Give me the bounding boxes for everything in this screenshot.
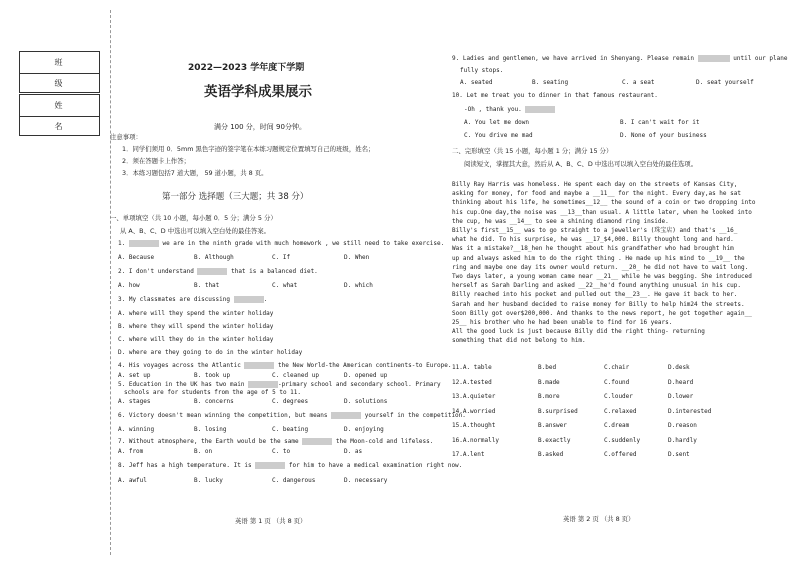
question-2: 2. I don't understand that is a balanced diet. — [118, 268, 318, 275]
option[interactable]: B.bed — [538, 364, 557, 371]
name-box — [19, 94, 100, 136]
passage-line: All the good luck is just because Billy did the right thing- returning — [452, 328, 705, 336]
sec2-title: 二、完形填空（共 15 小题，每小题 1 分；满分 15 分） — [452, 147, 613, 155]
option[interactable]: B.more — [538, 393, 560, 400]
option[interactable]: 15.A.thought — [452, 422, 496, 429]
option[interactable]: C. to — [272, 448, 291, 455]
page-title: 英语学科成果展示 — [204, 84, 312, 100]
option[interactable]: D.heard — [668, 378, 694, 386]
option[interactable]: B. where they will spend the winter holiday — [118, 323, 274, 330]
option[interactable]: C. cleaned up — [272, 372, 319, 379]
answer-blank[interactable] — [302, 438, 332, 445]
passage-line: Billy's first__15__ was to go straight to a jeweller's (珠宝店) and that's __16_ — [452, 227, 738, 235]
passage-line: Was it a mistake?__18_hen he thought about his grandfather who had brought him — [452, 245, 734, 253]
passage-line: up and always asked him to do the right thing . He made up his mind to __19__ the — [452, 254, 745, 262]
notice-title: 注意事项： — [110, 133, 142, 141]
passage-line: Billy Ray Harris was homeless. He spent each day on the streets of Kansas City, — [452, 181, 738, 188]
question-4: 4. His voyages across the Atlantic the New World-the American continents-to Europe. — [118, 362, 452, 369]
question-5-line2: schools are for students from the age of 5 to 11. — [124, 389, 302, 396]
answer-blank[interactable] — [248, 381, 278, 388]
option[interactable]: C. degrees — [272, 398, 309, 405]
q5-options — [118, 398, 418, 406]
option[interactable]: C. what — [272, 282, 298, 289]
option[interactable]: A. stages — [118, 398, 151, 405]
option[interactable]: A. from — [118, 448, 144, 455]
passage-line: thinking about his life, he sometimes__12__ the sound of a coin or two dropping into — [452, 199, 756, 207]
part1-title: 第一部分 选择题（三大题；共 38 分） — [162, 192, 309, 202]
footer-left: 英语 第 1 页 （共 8 页） — [235, 517, 307, 525]
option[interactable]: 14.A.worried — [452, 407, 496, 415]
option[interactable]: C.chair — [604, 364, 630, 371]
option[interactable]: B. concerns — [194, 398, 234, 405]
option[interactable]: C.found — [604, 378, 630, 386]
option[interactable]: D.sent — [668, 451, 690, 458]
passage-line: Billy reached into his pocket and pulled out the__23__. He gave it back to her. — [452, 291, 738, 299]
answer-blank[interactable] — [525, 106, 555, 113]
option[interactable]: D. where are they going to do in the winter holiday — [118, 349, 303, 356]
class-box — [19, 51, 100, 93]
question-5: 5. Education in the UK has two main -primary school and secondary school. Primary — [118, 381, 441, 388]
q8-options — [118, 477, 418, 485]
passage-line: the cup, he was __14__ to see a shining diamond ring inside. — [452, 217, 669, 225]
answer-blank[interactable] — [129, 240, 159, 247]
option[interactable]: A. where will they spend the winter holiday — [118, 310, 274, 317]
passage-line: Sarah and her husband decided to raise money for Billy to help him24 the streets. — [452, 300, 745, 308]
option[interactable]: C.offered — [604, 451, 637, 458]
option[interactable]: 11.A. table — [452, 364, 492, 371]
passage-line: his cup.One day,the noise was __13__than usual. A little later, when he looked into — [452, 208, 752, 216]
passage-line: Two days later, a young woman came near __21__ while he was begging. She introduced — [452, 273, 752, 281]
question-10: 10. Let me treat you to dinner in that famous restaurant. — [452, 92, 658, 99]
option[interactable]: B. lucky — [194, 477, 223, 484]
notice-item: 2．须在答题卡上作答； — [122, 157, 190, 165]
option[interactable]: B. losing — [194, 426, 227, 433]
option[interactable]: 17.A.lent — [452, 451, 485, 458]
passage-line: what he did. To his surprise, he was __17_$4,000. Billy thought long and hard. — [452, 236, 734, 244]
option[interactable]: B.asked — [538, 451, 564, 458]
option[interactable]: 12.A.tested — [452, 378, 492, 386]
question-3: 3. My classmates are discussing . — [118, 296, 268, 303]
option[interactable]: A. how — [118, 282, 140, 289]
option[interactable]: C. beating — [272, 426, 309, 433]
sec2-instr: 阅读短文，掌握其大意，然后从 A、B、C、D 中选出可以填入空白处的最佳选项。 — [464, 160, 698, 168]
option[interactable]: D.hardly — [668, 436, 697, 444]
option[interactable]: B.surprised — [538, 407, 578, 415]
option[interactable]: C. a seat — [622, 79, 655, 86]
cloze-option-row — [452, 437, 782, 452]
option[interactable]: C.dream — [604, 422, 630, 429]
cloze-option-row — [452, 422, 782, 437]
question-9-line2: fully stops. — [460, 67, 504, 74]
passage-line: herself as Sarah Darling and asked __22__he'd found anything unusual in his cup. — [452, 282, 741, 290]
question-7: 7. Without atmosphere, the Earth would be the same the Moon-cold and lifeless. — [118, 438, 434, 445]
option[interactable]: D. None of your business — [620, 132, 707, 139]
question-9: 9. Ladies and gentlemen, we have arrived in Shenyang. Please remain until our plane — [452, 55, 788, 62]
answer-blank[interactable] — [234, 296, 264, 303]
option[interactable]: B. seating — [532, 79, 569, 86]
q4-options — [118, 372, 418, 380]
answer-blank[interactable] — [331, 412, 361, 419]
option[interactable]: C. where will they do in the winter holiday — [118, 336, 274, 343]
question-8: 8. Jeff has a high temperature. It is for him to have a medical examination right now. — [118, 462, 463, 469]
cloze-option-row — [452, 408, 782, 423]
passage-line: ring and maybe one day its owner would return. __20_ he did not have to wait long. — [452, 263, 749, 271]
question-6: 6. Victory doesn't mean winning the competition, but means yourself in the competition. — [118, 412, 466, 419]
option[interactable]: D. as — [344, 448, 363, 455]
option[interactable]: B.made — [538, 378, 560, 386]
sec1-title: 一、单项填空（共 10 小题，每小题 0．5 分；满分 5 分） — [110, 214, 277, 222]
cloze-option-row — [452, 379, 782, 394]
class-label: 班 级 — [20, 52, 99, 74]
option[interactable]: B.exactly — [538, 436, 571, 444]
binding-line — [110, 10, 111, 555]
passage-line: 25__ his brother who he had been unable to find for 16 years. — [452, 319, 673, 327]
option[interactable]: C. You drive me mad — [464, 132, 533, 139]
option[interactable]: B. I can't wait for it — [620, 119, 700, 126]
option[interactable]: B.answer — [538, 422, 567, 429]
option[interactable]: C.suddenly — [604, 436, 641, 444]
option[interactable]: D. opened up — [344, 372, 388, 379]
question-10-line2: -Oh , thank you. — [464, 106, 555, 114]
option[interactable]: C.louder — [604, 393, 633, 400]
q7-options — [118, 448, 418, 456]
q1-options — [118, 254, 418, 262]
answer-blank[interactable] — [244, 362, 274, 369]
option[interactable]: D.lower — [668, 393, 694, 400]
answer-blank[interactable] — [698, 55, 730, 62]
option[interactable]: 13.A.quieter — [452, 393, 496, 400]
option[interactable]: A. seated — [460, 79, 493, 86]
cloze-option-row — [452, 451, 782, 466]
cloze-option-row — [452, 393, 782, 408]
option[interactable]: D.desk — [668, 364, 690, 371]
name-label: 姓 名 — [20, 95, 99, 117]
option[interactable]: D.interested — [668, 407, 712, 415]
option[interactable]: B. took up — [194, 372, 231, 379]
option[interactable]: C. dangerous — [272, 477, 316, 484]
passage-line: something that did not belong to him. — [452, 337, 586, 345]
notice-item: 1．同学们须用 0．5mm 黑色字迹的签字笔在本练习题规定位置填写自己的班级，姓名； — [122, 145, 375, 153]
option[interactable]: B. on — [194, 448, 213, 455]
sec1-instr: 从 A、B、C、D 中选出可以填入空白处的最佳答案。 — [120, 227, 271, 235]
answer-blank[interactable] — [255, 462, 285, 469]
option[interactable]: A. You let me down — [464, 119, 530, 126]
answer-blank[interactable] — [197, 268, 227, 275]
option[interactable]: D. When — [344, 254, 370, 261]
option[interactable]: A. awful — [118, 477, 147, 484]
score-time: 满分 100 分，时间 90分钟。 — [214, 123, 306, 131]
cloze-passage — [452, 180, 782, 346]
option[interactable]: D. solutions — [344, 398, 388, 405]
question-1: 1. we are in the ninth grade with much homework , we still need to take exercise. — [118, 240, 445, 247]
option[interactable]: D. which — [344, 282, 373, 289]
option[interactable]: A. Because — [118, 254, 155, 261]
option[interactable]: D. enjoying — [344, 426, 384, 433]
q9-options — [460, 79, 780, 87]
option[interactable]: C. If — [272, 254, 291, 261]
option[interactable]: A. winning — [118, 426, 155, 433]
cloze-option-row — [452, 364, 782, 379]
option[interactable]: C.relaxed — [604, 407, 637, 415]
footer-right: 英语 第 2 页 （共 8 页） — [563, 515, 635, 523]
passage-line: Soon Billy got over$200,000. And thanks to the news report, he got together again__ — [452, 309, 752, 317]
q2-options — [118, 282, 418, 290]
option[interactable]: D.reason — [668, 422, 697, 429]
option[interactable]: B. Although — [194, 254, 234, 261]
option[interactable]: A. set up — [118, 372, 151, 379]
year-heading: 2022—2023 学年度下学期 — [188, 63, 305, 73]
option[interactable]: D. seat yourself — [696, 79, 754, 86]
notice-item: 3．本练习题包括7 道大题， 59 道小题，共 8 页。 — [122, 169, 268, 177]
option[interactable]: 16.A.normally — [452, 436, 499, 444]
cloze-options — [452, 364, 782, 466]
option[interactable]: D. necessary — [344, 477, 388, 484]
passage-line: asking for money, for food and maybe a __11__ for the night. Every day,as he sat — [452, 190, 741, 198]
q6-options — [118, 426, 418, 434]
option[interactable]: B. that — [194, 282, 220, 289]
